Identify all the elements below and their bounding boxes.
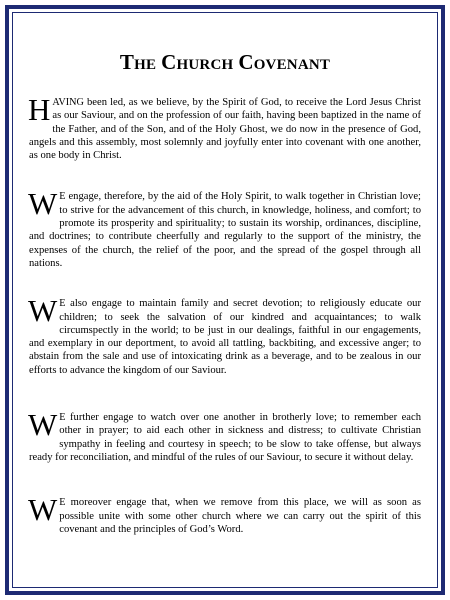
covenant-paragraph — [28, 293, 421, 377]
paragraph-text: also engage to maintain family and secret devotion; to religiously educate our children; to seek the salvation of our kindred and acquaintances; to walk circumspectly in the world; to be just in our dealings, faithful in our engagements, and exemplary in our deportment, to avoid all tattling, backbiting, and excessive anger; to abstain from the sale and use of intoxicating drink as a beverage, and to be zealous in our efforts to advance the kingdom of our Saviour. — [29, 298, 421, 376]
drop-cap: W — [28, 186, 58, 222]
paragraph-text: moreover engage that, when we remove from this place, we will as soon as possible unite with some other church where we can carry out the spirit of this covenant and the principles of God’s Word. — [59, 497, 421, 535]
drop-cap: W — [28, 293, 58, 329]
lead-caps: E — [59, 298, 66, 310]
lead-caps: E — [59, 412, 66, 424]
paragraph-text: been led, as we believe, by the Spirit of God, to receive the Lord Jesus Christ as our Saviour, and on the profession of our faith, having been baptized in the name of the Father, and of the Son, and of the Holy Ghost, we do now in the presence of God, angels and this assembly, most solemnly and joyfully enter into covenant with one another, as one body in Christ. — [29, 97, 421, 162]
lead-caps: AVING — [52, 97, 84, 108]
paragraph-text: engage, therefore, by the aid of the Holy Spirit, to walk together in Christian love; to strive for the advancement of this church, in knowledge, holiness, and comfort; to promote its prosperity and spirituality; to sustain its worship, ordinances, discipline, and doctrines; to contribute cheerfully and regularly to the support of the ministry, the expenses of the church, the relief of the poor, and the spread of the gospel through all nations. — [29, 191, 421, 269]
covenant-paragraph — [28, 407, 421, 464]
covenant-body — [28, 92, 421, 564]
drop-cap: W — [28, 407, 58, 443]
page-title: THE CHURCH COVENANT — [119, 50, 331, 74]
covenant-paragraph — [28, 186, 421, 270]
lead-caps: E — [59, 497, 66, 509]
covenant-paragraph — [28, 492, 421, 536]
covenant-paragraph — [28, 92, 421, 162]
drop-cap: H — [28, 92, 51, 127]
paragraph-text: further engage to watch over one another in brotherly love; to remember each other in prayer; to aid each other in sickness and distress; to cultivate Christian sympathy in feeling and courtesy in speech; to be slow to take offense, but always ready for reconciliation, and mindful of the rules of our Saviour, to secure it without delay. — [29, 412, 421, 463]
drop-cap: W — [28, 492, 58, 528]
lead-caps: E — [59, 191, 66, 203]
